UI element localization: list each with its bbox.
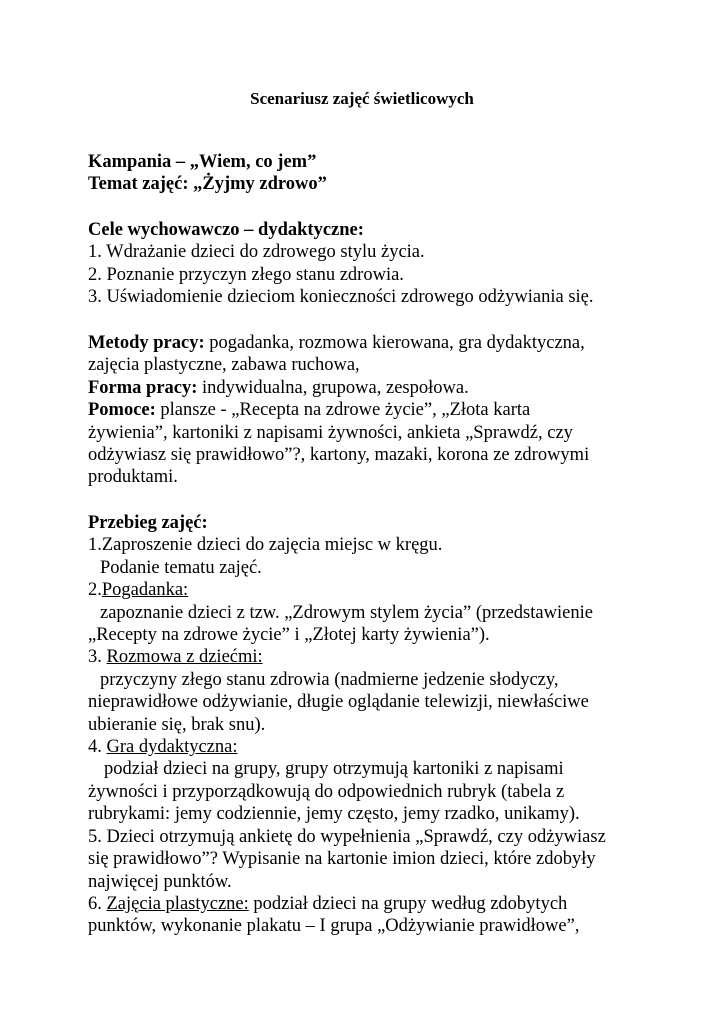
goal-item: 2. Poznanie przyczyn złego stanu zdrowia. bbox=[88, 264, 404, 285]
step-6-cont: punktów, wykonanie plakatu – I grupa „Odżywianie prawidłowe”, bbox=[88, 916, 580, 937]
aids-label: Pomoce: bbox=[88, 400, 156, 421]
step-5: 5. Dzieci otrzymują ankietę do wypełnienia „Sprawdź, czy odżywiasz bbox=[88, 826, 606, 847]
goals-section bbox=[88, 219, 648, 309]
step-1: 1.Zaproszenie dzieci do zajęcia miejsc w kręgu. bbox=[88, 535, 443, 556]
step-4-number: 4. bbox=[88, 737, 107, 758]
step-4-detail: podział dzieci na grupy, grupy otrzymują kartoniki z napisami bbox=[104, 759, 564, 780]
step-6-label: Zajęcia plastyczne: bbox=[106, 893, 249, 914]
aids-text: plansze - „Recepta na zdrowe życie”, „Złota karta bbox=[155, 400, 531, 421]
step-2 bbox=[88, 579, 648, 601]
campaign-section bbox=[88, 151, 648, 196]
step-3 bbox=[88, 646, 648, 668]
step-4 bbox=[88, 736, 648, 758]
step-3-detail: przyczyny złego stanu zdrowia (nadmierne jedzenie słodyczy, bbox=[100, 669, 559, 690]
step-5-cont: się prawidłowo”? Wypisanie na kartonie imion dzieci, które zdobyły bbox=[88, 849, 596, 870]
aids-text-cont: odżywiasz się prawidłowo”?, kartony, mazaki, korona ze zdrowymi bbox=[88, 445, 590, 466]
step-3-detail-cont: ubieranie się, brak snu). bbox=[88, 714, 266, 735]
aids-line bbox=[88, 399, 648, 421]
step-4-detail-cont: rubrykami: jemy codziennie, jemy często, jemy rzadko, unikamy). bbox=[88, 804, 580, 825]
form-text: indywidualna, grupowa, zespołowa. bbox=[197, 377, 469, 398]
form-label: Forma pracy: bbox=[88, 377, 198, 398]
methods-text-cont: zajęcia plastyczne, zabawa ruchowa, bbox=[88, 355, 360, 376]
form-line bbox=[88, 377, 648, 399]
step-6-number: 6. bbox=[88, 893, 107, 914]
step-2-number: 2. bbox=[88, 580, 102, 601]
goal-item: 1. Wdrażanie dzieci do zdrowego stylu życia. bbox=[88, 242, 425, 263]
step-3-detail-cont: nieprawidłowe odżywianie, długie oglądanie telewizji, niewłaściwe bbox=[88, 692, 589, 713]
goal-item: 3. Uświadomienie dzieciom konieczności zdrowego odżywiania się. bbox=[88, 287, 594, 308]
aids-text-cont: żywienia”, kartoniki z napisami żywności, ankieta „Sprawdź, czy bbox=[88, 422, 573, 443]
topic-label: Temat zajęć: „Żyjmy zdrowo” bbox=[88, 174, 327, 195]
methods-section bbox=[88, 332, 648, 489]
step-1-detail: Podanie tematu zajęć. bbox=[100, 557, 262, 578]
aids-text-cont: produktami. bbox=[88, 467, 178, 488]
goals-heading: Cele wychowawczo – dydaktyczne: bbox=[88, 220, 364, 240]
step-3-label: Rozmowa z dziećmi: bbox=[106, 647, 263, 668]
step-6 bbox=[88, 893, 648, 915]
methods-line bbox=[88, 332, 648, 354]
methods-text: pogadanka, rozmowa kierowana, gra dydaktyczna, bbox=[204, 333, 585, 353]
methods-label: Metody pracy: bbox=[88, 333, 205, 353]
step-2-detail-cont: „Recepty na zdrowe życie” i „Złotej karty żywienia”). bbox=[88, 625, 490, 646]
step-3-number: 3. bbox=[88, 647, 107, 668]
step-5-cont: najwięcej punktów. bbox=[88, 871, 232, 892]
step-2-label: Pogadanka: bbox=[101, 580, 189, 601]
document-title: Scenariusz zajęć świetlicowych bbox=[250, 89, 474, 108]
campaign-label: Kampania – „Wiem, co jem” bbox=[88, 152, 317, 172]
course-heading: Przebieg zajęć: bbox=[88, 513, 208, 533]
step-4-label: Gra dydaktyczna: bbox=[106, 737, 238, 758]
step-2-detail: zapoznanie dzieci z tzw. „Zdrowym stylem życia” (przedstawienie bbox=[100, 602, 593, 623]
step-6-text: podział dzieci na grupy według zdobytych bbox=[248, 893, 568, 914]
course-section bbox=[88, 512, 648, 938]
step-4-detail-cont: żywności i przyporządkowują do odpowiednich rubryk (tabela z bbox=[88, 781, 565, 802]
